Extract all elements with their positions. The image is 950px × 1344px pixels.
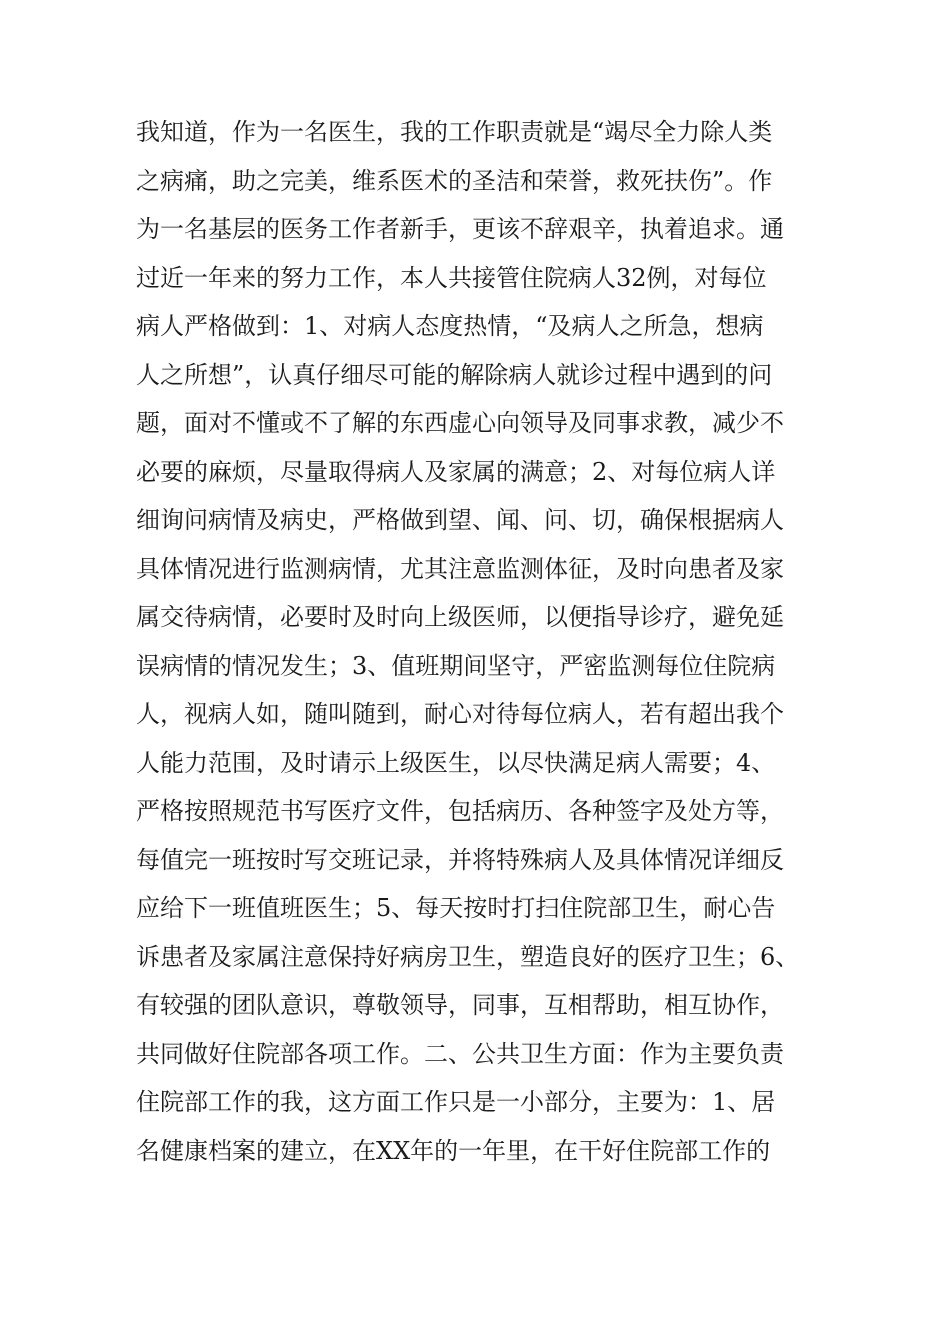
text-line: 之病痛，助之完美，维系医术的圣洁和荣誉，救死扶伤”。作: [136, 166, 773, 195]
text-line: 住院部工作的我，这方面工作只是一小部分，主要为：1、居: [136, 1088, 776, 1116]
text-line: 共同做好住院部各项工作。二、公共卫生方面：作为主要负责: [136, 1039, 784, 1068]
text-line: 属交待病情，必要时及时向上级医师，以便指导诊疗，避免延: [136, 603, 784, 631]
text-line: 过近一年来的努力工作，本人共接管住院病人32例，对每位: [136, 263, 767, 292]
text-line: 严格按照规范书写医疗文件，包括病历、各种签字及处方等，: [136, 797, 784, 825]
text-line: 每值完一班按时写交班记录，并将特殊病人及具体情况详细反: [136, 845, 784, 874]
text-line: 我知道，作为一名医生，我的工作职责就是“竭尽全力除人类: [136, 118, 773, 146]
text-line: 名健康档案的建立，在XX年的一年里，在干好住院部工作的: [136, 1136, 771, 1165]
text-line: 人能力范围，及时请示上级医生，以尽快满足病人需要；4、: [136, 748, 776, 777]
text-line: 为一名基层的医务工作者新手，更该不辞艰辛，执着追求。通: [136, 215, 784, 243]
text-line: 具体情况进行监测病情，尤其注意监测体征，及时向患者及家: [136, 554, 784, 583]
text-line: 人之所想”，认真仔细尽可能的解除病人就诊过程中遇到的问: [136, 360, 773, 389]
text-line: 题，面对不懂或不了解的东西虚心向领导及同事求教，减少不: [136, 409, 784, 437]
text-line: 人，视病人如，随叫随到，耐心对待每位病人，若有超出我个: [136, 700, 784, 728]
text-line: 细询问病情及病史，严格做到望、闻、问、切，确保根据病人: [136, 506, 784, 534]
text-line: 必要的麻烦，尽量取得病人及家属的满意；2、对每位病人详: [136, 457, 776, 486]
text-line: 诉患者及家属注意保持好病房卫生，塑造良好的医疗卫生；6、: [136, 942, 800, 971]
text-line: 有较强的团队意识，尊敬领导，同事，互相帮助，相互协作，: [136, 991, 784, 1019]
text-line: 病人严格做到：1、对病人态度热情，“及病人之所急，想病: [136, 312, 764, 340]
text-line: 误病情的情况发生；3、值班期间坚守，严密监测每位住院病: [136, 651, 776, 680]
body-text: [136, 108, 826, 1175]
text-line: 应给下一班值班医生；5、每天按时打扫住院部卫生，耐心告: [136, 894, 776, 922]
